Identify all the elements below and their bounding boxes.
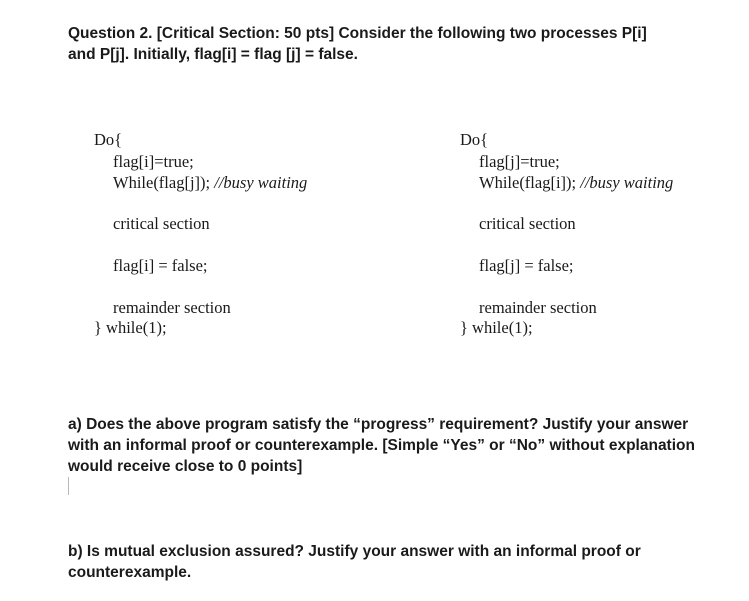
process-i-while-line xyxy=(113,173,307,193)
process-i-do-open: Do{ xyxy=(94,130,123,149)
process-i-reset-flag: flag[i] = false; xyxy=(113,256,208,275)
process-j-while-comment: //busy waiting xyxy=(580,173,674,192)
process-i-while-code: While(flag[j]); xyxy=(113,173,215,192)
process-j-while-code: While(flag[i]); xyxy=(479,173,581,192)
process-i-remainder-section: remainder section xyxy=(113,298,231,317)
text-cursor[interactable] xyxy=(68,477,69,495)
question-part-a: a) Does the above program satisfy the “progress” requirement? Justify your answer with an informal proof or counterexample. [Simple “Yes” or “No” without explanation would receive close to 0 points] xyxy=(68,416,695,475)
process-i-while-comment: //busy waiting xyxy=(214,173,308,192)
process-i-loop-close: } while(1); xyxy=(94,318,167,337)
process-j-do-open: Do{ xyxy=(460,130,489,149)
process-j-while-line xyxy=(479,173,673,193)
process-j-reset-flag: flag[j] = false; xyxy=(479,256,574,275)
process-j-loop-close: } while(1); xyxy=(460,318,533,337)
question-header-line-1: Question 2. [Critical Section: 50 pts] Consider the following two processes P[i] xyxy=(68,25,647,42)
question-header-line-2: and P[j]. Initially, flag[i] = flag [j] = false. xyxy=(68,46,358,63)
process-j-remainder-section: remainder section xyxy=(479,298,597,317)
process-j-critical-section: critical section xyxy=(479,214,576,233)
question-header xyxy=(68,23,708,65)
question-part-b: b) Is mutual exclusion assured? Justify your answer with an informal proof or counterexample. xyxy=(68,543,641,581)
process-i-critical-section: critical section xyxy=(113,214,210,233)
process-i-set-flag: flag[i]=true; xyxy=(113,152,194,171)
process-j-set-flag: flag[j]=true; xyxy=(479,152,560,171)
